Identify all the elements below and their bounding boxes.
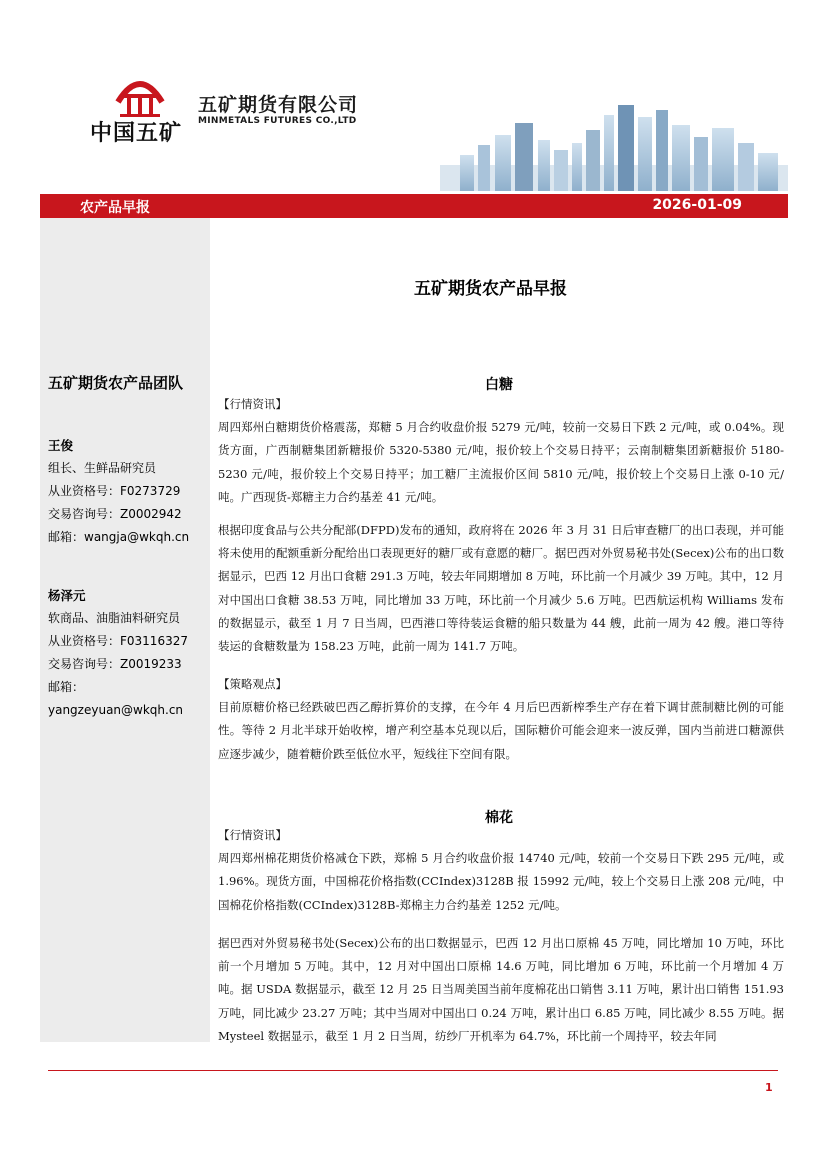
sidebar <box>40 218 210 1042</box>
company-name-en: MINMETALS FUTURES CO.,LTD <box>198 116 357 126</box>
view-tag: 【策略观点】 <box>218 677 287 691</box>
analyst-qualification: 从业资格号：F03116327 <box>48 634 188 648</box>
sugar-paragraph-3: 目前原糖价格已经跌破巴西乙醇折算价的支撑，在今年 4 月后巴西新榨季生产存在着下调甘蔗制糖比例的可能性。等待 2 月北半球开始收榨，增产利空基本兑现以后，国际糖价可能会迎来一波反弹，国内当前进口糖源供应逐步减少，随着糖价跌至低位水平，短线往下空间有限。 <box>218 700 784 761</box>
brand-name: 中国五矿 <box>90 121 183 146</box>
header-bar <box>40 194 788 218</box>
analyst-role: 组长、生鲜品研究员 <box>48 461 157 475</box>
analyst-email: 邮箱：wangja@wkqh.cn <box>48 530 190 544</box>
team-title: 五矿期货农产品团队 <box>48 374 184 392</box>
analyst-name: 杨泽元 <box>48 588 86 603</box>
company-logo-icon <box>112 72 168 118</box>
page-number: 1 <box>765 1081 773 1094</box>
sugar-paragraph-2: 根据印度食品与公共分配部(DFPD)发布的通知，政府将在 2026 年 3 月 31 日后审查糖厂的出口表现，并可能将未使用的配额重新分配给出口表现更好的糖厂或有意愿的糖厂。据巴西对外贸易秘书处(Secex)公布的出口数据显示，巴西 12 月出口食糖 291.3 万吨，较去年同期增加 8 万吨，环比前一个月减少 39 万吨。其中，12 月对中国出口食糖 38.53 万吨，同比增加 33 万吨，环比前一个月减少 5.6 万吨。巴西航运机构 Williams 发布的数据显示，截至 1 月 7 日当周，巴西港口等待装运食糖的船只数量为 44 艘，此前一周为 42 艘。港口等待装运的食糖数量为 158.23 万吨，此前一周为 141.7 万吨。 <box>218 523 784 654</box>
report-title: 五矿期货农产品早报 <box>414 279 567 299</box>
analyst-email: 邮箱：yangzeyuan@wkqh.cn <box>48 680 184 717</box>
analyst-role: 软商品、油脂油料研究员 <box>48 611 181 625</box>
analyst-consult-number: 交易咨询号：Z0019233 <box>48 657 182 671</box>
cotton-paragraph-2: 据巴西对外贸易秘书处(Secex)公布的出口数据显示，巴西 12 月出口原棉 45 万吨，同比增加 10 万吨，环比前一个月增加 5 万吨。其中，12 月对中国出口原棉 14.6 万吨，同比增加 6 万吨，环比前一个月增加 4 万吨。据 USDA 数据显示，截至 12 月 25 日当周美国当前年度棉花出口销售 3.11 万吨，累计出口销售 151.93 万吨，同比减少 23.27 万吨；其中当周对中国出口 0.24 万吨，累计出口 6.85 万吨，同比减少 8.55 万吨。据 Mysteel 数据显示，截至 1 月 2 日当周，纺纱厂开机率为 64.7%，环比前一个周持平，较去年同 <box>218 936 784 1043</box>
analyst-card <box>48 434 210 549</box>
info-tag: 【行情资讯】 <box>218 397 287 411</box>
sugar-paragraph-1: 周四郑州白糖期货价格震荡，郑糖 5 月合约收盘价报 5279 元/吨，较前一交易日下跌 2 元/吨，或 0.04%。现货方面，广西制糖集团新糖报价 5320-5380 元/吨，报价较上个交易日持平；云南制糖集团新糖报价 5180-5230 元/吨，报价较上个交易日持平；加工糖厂主流报价区间 5810 元/吨，报价较上个交易日上涨 0-10 元/吨。广西现货-郑糖主力合约基差 41 元/吨。 <box>218 420 784 504</box>
analyst-qualification: 从业资格号：F0273729 <box>48 484 181 498</box>
report-date: 2026-01-09 <box>652 197 742 213</box>
cotton-market-info <box>218 824 784 917</box>
analyst-card <box>48 584 210 722</box>
footer-divider <box>48 1070 778 1071</box>
sugar-market-info <box>218 393 784 509</box>
city-skyline-image <box>440 95 788 191</box>
section-title-cotton: 棉花 <box>485 810 513 826</box>
analyst-consult-number: 交易咨询号：Z0002942 <box>48 507 182 521</box>
company-name-cn: 五矿期货有限公司 <box>198 94 359 116</box>
info-tag: 【行情资讯】 <box>218 828 287 842</box>
section-title-sugar: 白糖 <box>485 377 513 393</box>
sugar-strategy <box>218 673 784 766</box>
report-category: 农产品早报 <box>80 200 150 216</box>
cotton-paragraph-1: 周四郑州棉花期货价格减仓下跌，郑棉 5 月合约收盘价报 14740 元/吨，较前一个交易日下跌 295 元/吨，或 1.96%。现货方面，中国棉花价格指数(CCIndex)3128B 报 15992 元/吨，较上个交易日上涨 208 元/吨，中国棉花价格指数(CCIndex)3128B-郑棉主力合约基差 1252 元/吨。 <box>218 851 784 912</box>
analyst-name: 王俊 <box>48 438 74 453</box>
